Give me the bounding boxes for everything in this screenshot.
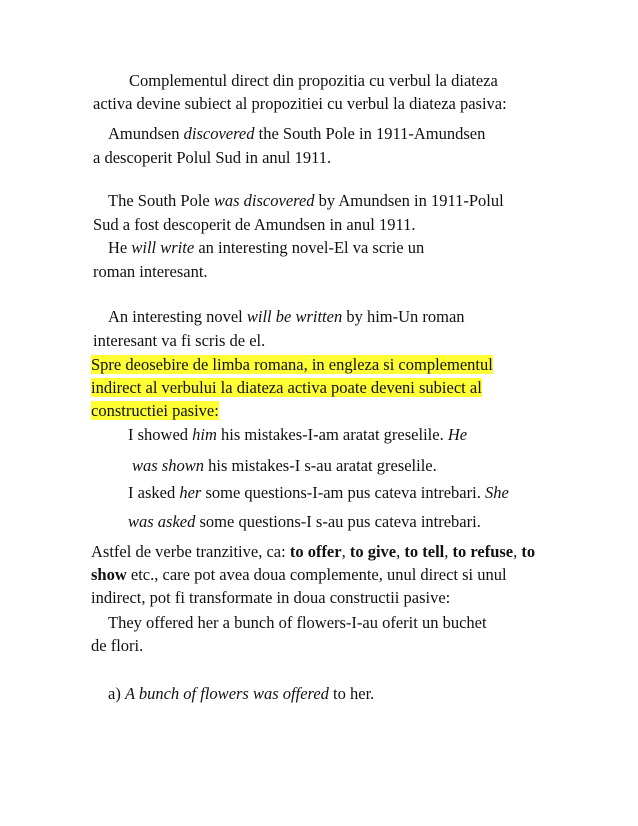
example-4-line-2: interesant va fi scris de el. <box>93 331 266 350</box>
astfel-line-2: show etc., care pot avea doua complemente, unul direct si unul <box>91 565 507 584</box>
example-5-line: I showed him his mistakes-I-am aratat greselile. He <box>128 425 468 444</box>
example-1-line-2: a descoperit Polul Sud in anul 1911. <box>93 148 332 167</box>
example-7-line: I asked her some questions-I-am pus cateva intrebari. She <box>128 483 509 502</box>
example-9-line-2: de flori. <box>91 636 144 655</box>
highlight-line-1: Spre deosebire de limba romana, in engleza si complementul <box>91 355 493 374</box>
highlight-line-2: indirect al verbului la diateza activa poate deveni subiect al <box>91 378 482 397</box>
example-8-line: was asked some questions-I s-au pus cateva intrebari. <box>128 512 481 531</box>
example-6-line: was shown his mistakes-I s-au aratat greselile. <box>132 456 437 475</box>
intro-line-2: activa devine subiect al propozitiei cu verbul la diateza pasiva: <box>93 94 507 113</box>
astfel-line-1: Astfel de verbe tranzitive, ca: to offer, to give, to tell, to refuse, to <box>91 542 536 561</box>
example-2-line-2: Sud a fost descoperit de Amundsen in anul 1911. <box>93 215 416 234</box>
example-3-line-2: roman interesant. <box>93 262 208 281</box>
example-1-line-1: Amundsen discovered the South Pole in 1911-Amundsen <box>108 124 486 143</box>
astfel-line-3: indirect, pot fi transformate in doua constructii pasive: <box>91 588 451 607</box>
highlight-line-3: constructiei pasive: <box>91 401 219 420</box>
intro-line-1: Complementul direct din propozitia cu verbul la diateza <box>129 71 498 90</box>
example-3-line-1: He will write an interesting novel-El va scrie un <box>108 238 425 257</box>
example-2-line-1: The South Pole was discovered by Amundsen in 1911-Polul <box>108 191 504 210</box>
example-10-line: a) A bunch of flowers was offered to her. <box>108 684 375 703</box>
example-9-line-1: They offered her a bunch of flowers-I-au oferit un buchet <box>108 613 487 632</box>
example-4-line-1: An interesting novel will be written by him-Un roman <box>108 307 465 326</box>
